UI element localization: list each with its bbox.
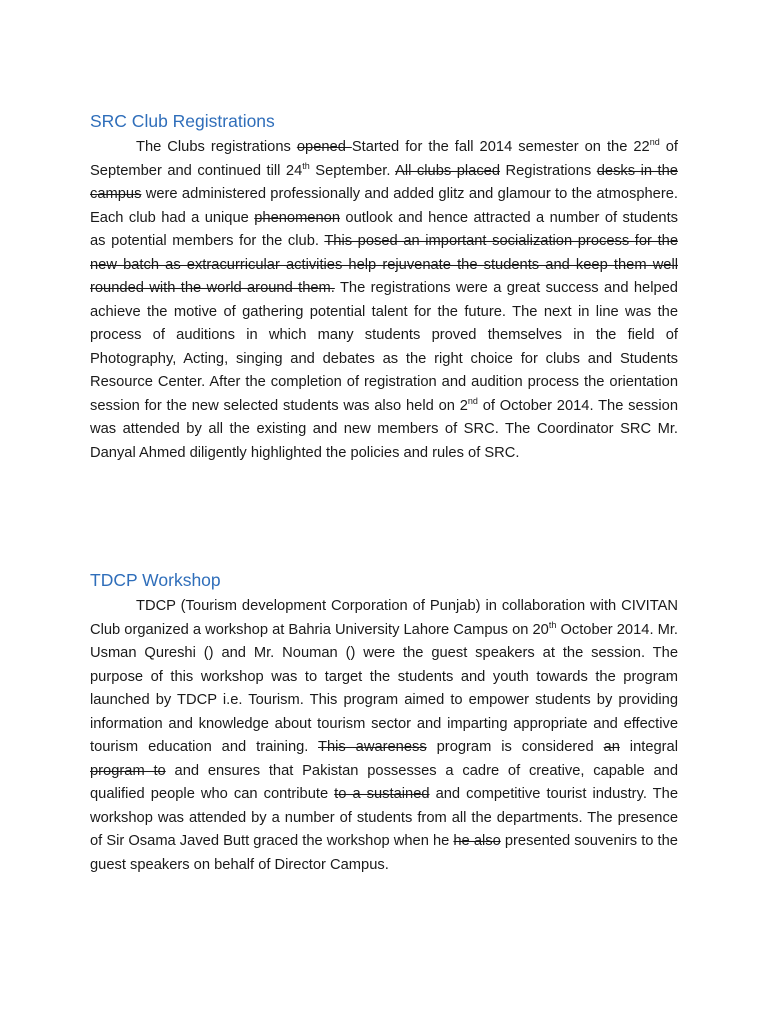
text-run: presented souvenirs to the guest speakers on behalf of Director Campus.	[90, 833, 678, 873]
text-run: of September and continued till 24	[90, 139, 678, 179]
struck-text: opened	[296, 139, 352, 155]
struck-text: This posed an important socialization process for the new batch as extracurricular activities help rejuvenate the students and keep them well rounded with the world around them.	[90, 233, 678, 296]
struck-text: This awareness	[318, 739, 427, 755]
text-run: Registrations	[500, 162, 597, 179]
ordinal-superscript: nd	[467, 395, 478, 406]
text-run: Started for the fall 2014 semester on the 22	[351, 139, 650, 155]
text-run: were administered professionally and added glitz and glamour to the atmosphere. Each club had a unique	[90, 186, 678, 226]
text-run: October 2014. Mr. Usman Qureshi () and Mr. Nouman () were the guest speakers at the session. The purpose of this workshop was to target the students and youth towards the program launched by TDCP i.e. Tourism. This program aimed to empower students by providing information and knowledge about tourism sector and imparting appropriate and effective tourism education and training.	[90, 621, 679, 755]
paragraph-src-club-registrations	[90, 136, 678, 465]
struck-text: to a sustained	[334, 786, 430, 802]
text-run: integral	[619, 739, 678, 755]
paragraph-tdcp-workshop	[90, 595, 678, 877]
struck-text: he also	[453, 833, 501, 849]
text-run: The Clubs registrations	[136, 139, 297, 155]
struck-text: program to	[90, 762, 166, 779]
struck-text: an	[603, 739, 620, 755]
text-run: September.	[309, 162, 396, 179]
text-run: of October 2014. The session was attended by all the existing and new members of SRC. The Coordinator SRC Mr. Danyal Ahmed diligently highlighted the policies and rules of SRC.	[90, 397, 678, 461]
section-heading-tdcp-workshop: TDCP Workshop	[90, 570, 221, 590]
ordinal-superscript: th	[548, 619, 557, 630]
text-run: program is considered	[426, 739, 604, 755]
text-run: TDCP (Tourism development Corporation of Punjab) in collaboration with CIVITAN Club organized a workshop at Bahria University Lahore Campus on 20	[90, 598, 678, 638]
ordinal-superscript: th	[302, 160, 310, 171]
text-run: outlook and hence attracted a number of students as potential members for the club.	[90, 209, 679, 249]
struck-text: desks in the campus	[90, 162, 678, 202]
text-run: The registrations were a great success and helped achieve the motive of gathering potential talent for the future. The next in line was the process of auditions in which many students proved themselves in the field of Photography, Acting, singing and debates as the right choice for clubs and Students Resource Center. After the completion of registration and audition process the orientation session for the new selected students was also held on 2	[90, 280, 678, 414]
struck-text: All clubs placed	[395, 162, 501, 179]
text-run: and competitive tourist industry. The workshop was attended by a number of students from all the departments. The presence of Sir Osama Javed Butt graced the workshop when he	[90, 786, 678, 849]
struck-text: phenomenon	[254, 209, 340, 226]
text-run: and ensures that Pakistan possesses a cadre of creative, capable and qualified people who can contribute	[90, 762, 678, 802]
ordinal-superscript: nd	[649, 137, 660, 147]
section-heading-src-club-registrations: SRC Club Registrations	[90, 111, 275, 131]
